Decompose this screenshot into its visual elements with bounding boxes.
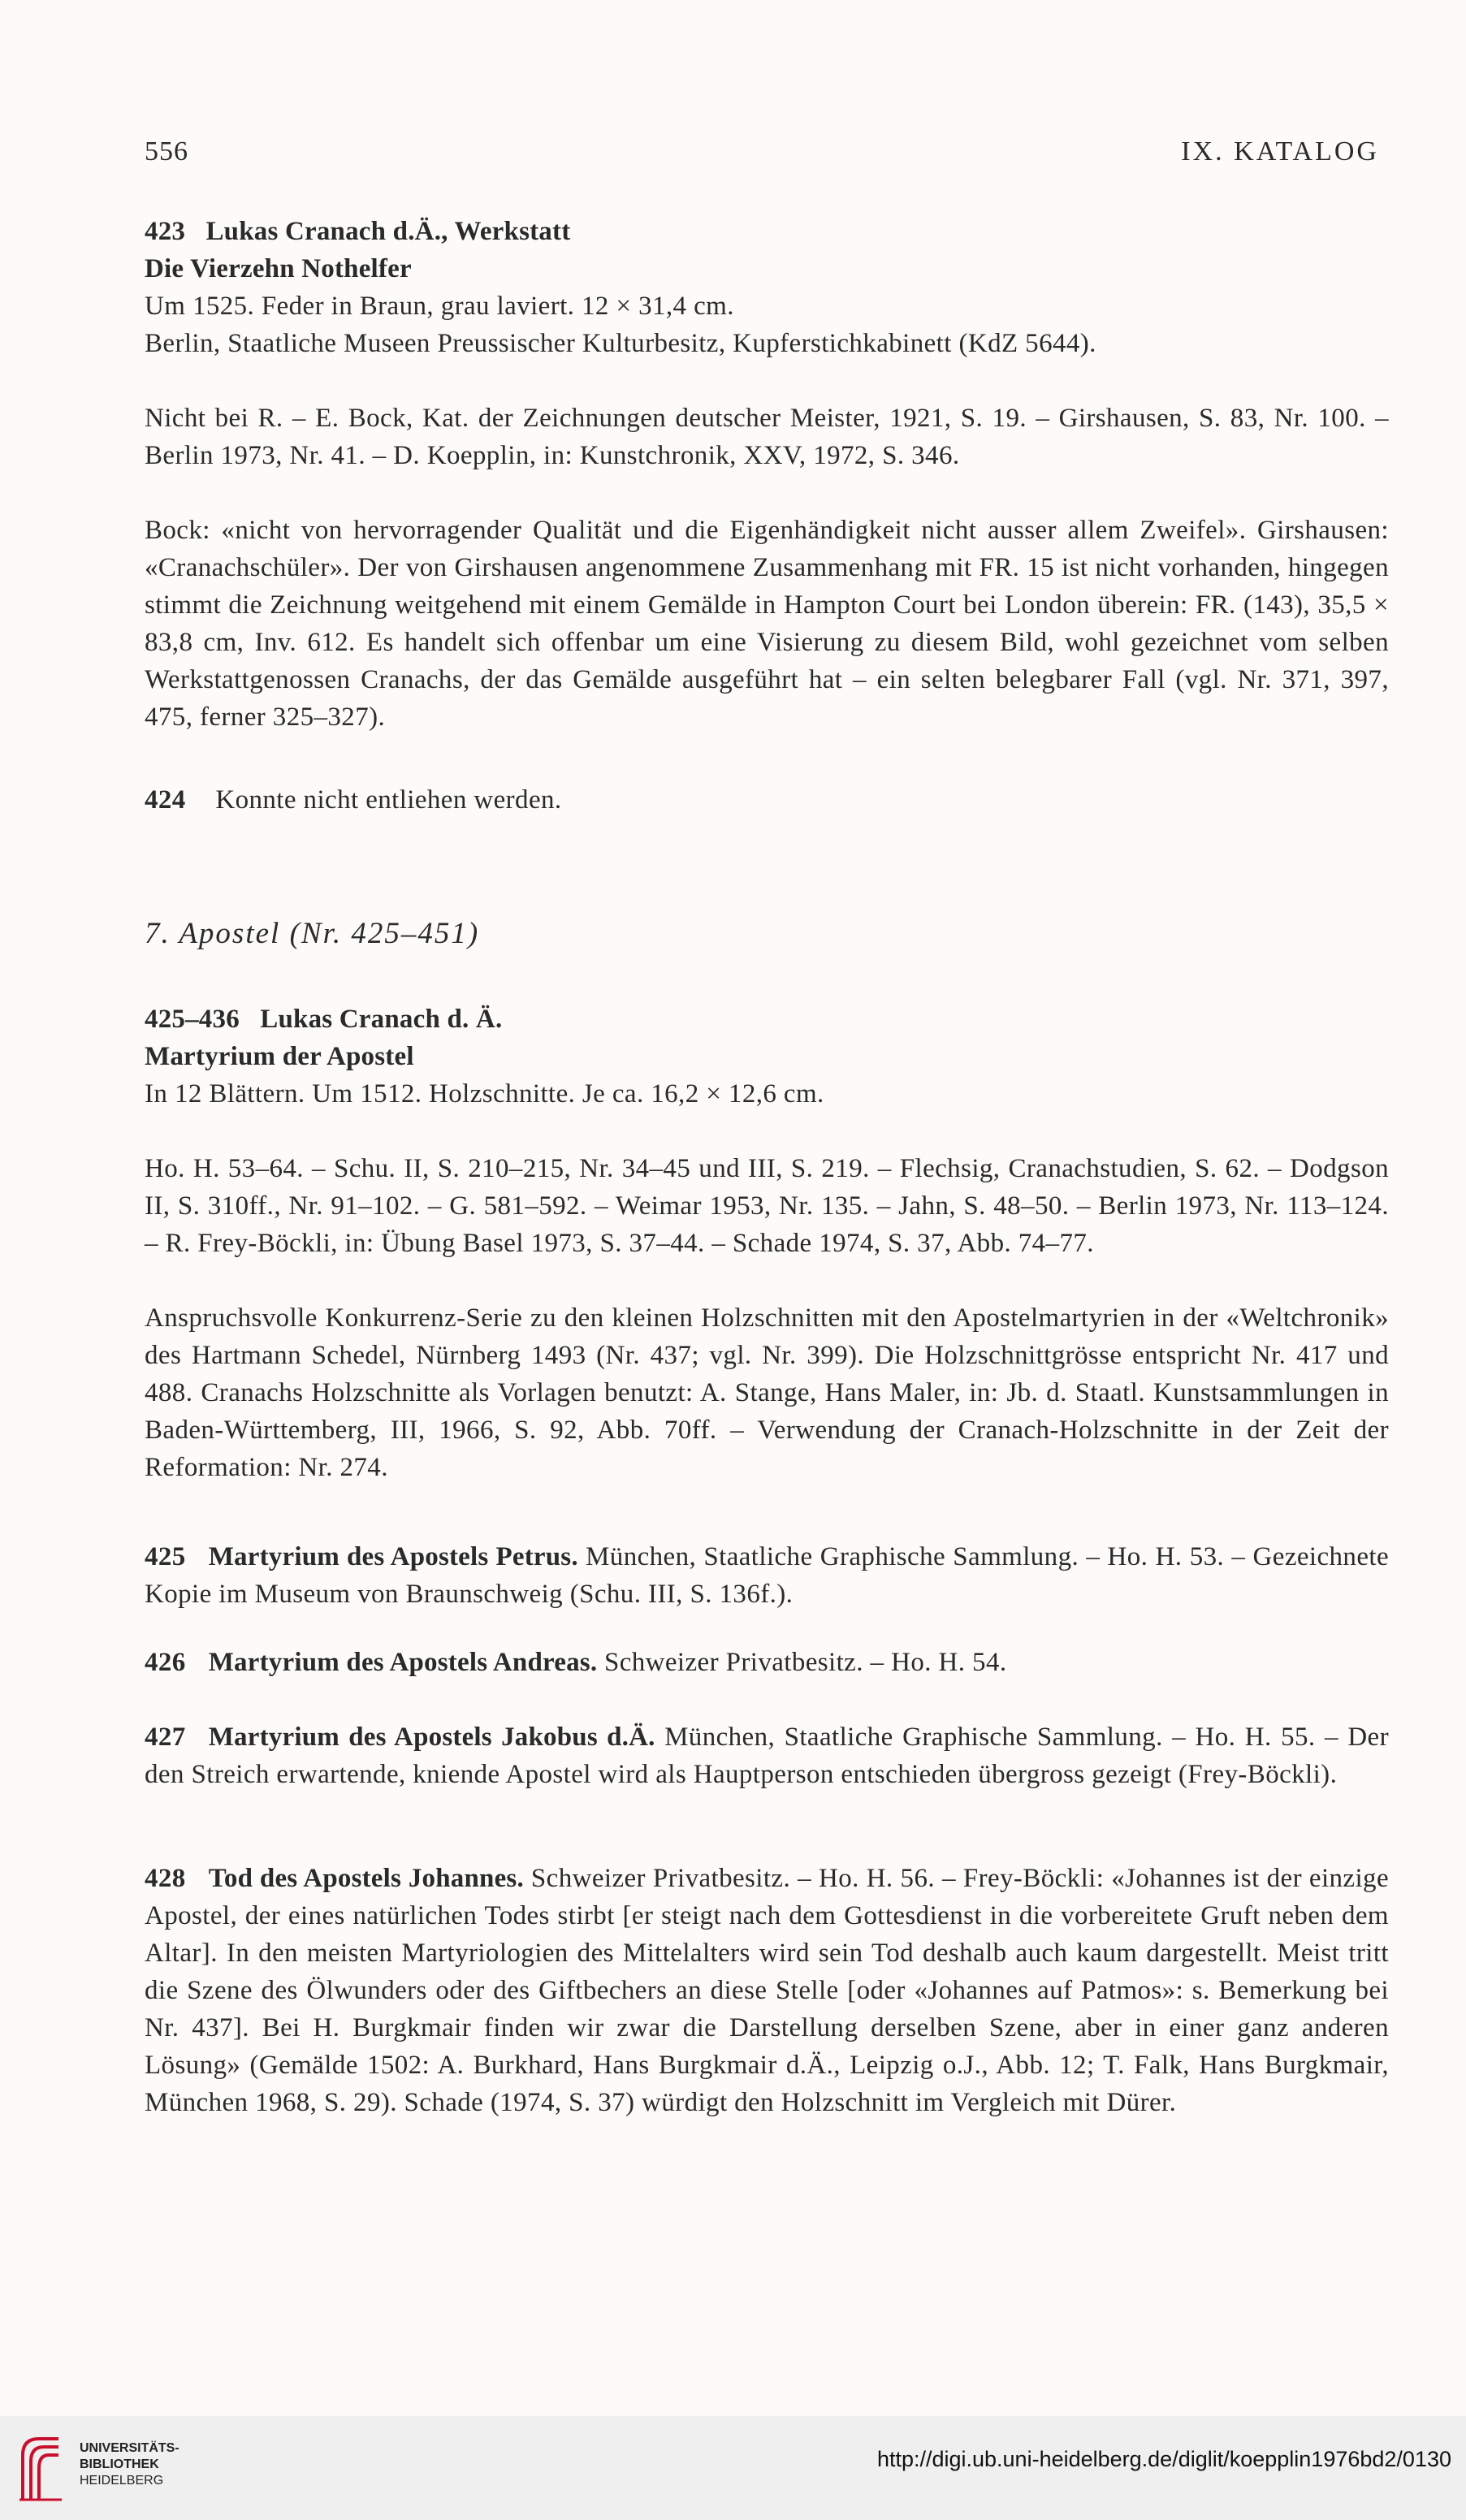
catalog-entry-424	[145, 781, 1389, 819]
entry-text: Schweizer Privatbesitz. – Ho. H. 54.	[603, 1648, 1007, 1677]
entry-title: Martyrium der Apostel	[145, 1042, 414, 1071]
entry-text: Konnte nicht entliehen werden.	[215, 785, 562, 815]
library-name-line: BIBLIOTHEK	[80, 2457, 159, 2471]
entry-technique: Um 1525. Feder in Braun, grau laviert. 12 × 31,4 cm.	[145, 292, 734, 321]
entry-commentary: Bock: «nicht von hervorragender Qualität und die Eigenhändigkeit nicht ausser allem Zweifel». Girshausen: «Cranachschüler». Der von Girshausen angenommene Zusammenhang mit FR. 15 ist nicht vorhanden, hingegen stimmt die Zeichnung weitgehend mit einem Gemälde in Hampton Court bei London überein: FR. (143), 35,5 × 83,8 cm, Inv. 612. Es handelt sich offenbar um eine Visierung zu diesem Bild, wohl gezeichnet vom selben Werkstattgenossen Cranachs, der das Gemälde ausgeführt hat – ein selten belegbarer Fall (vgl. Nr. 371, 397, 475, ferner 325–327).	[145, 516, 1389, 732]
library-name-line: UNIVERSITÄTS-	[80, 2441, 179, 2455]
entry-number: 425–436	[145, 1005, 240, 1034]
catalog-entry-425-436	[145, 1001, 1389, 1486]
entry-title: Die Vierzehn Nothelfer	[145, 254, 412, 283]
entry-number: 428	[145, 1864, 186, 1893]
entry-text: München, Staatliche Graphische Sammlung. – Ho. H. 55. – Der den Streich erwartende, kniende Apostel wird als Hauptperson entschieden übergross gezeigt (Frey-Böckli).	[145, 1723, 1389, 1789]
catalog-entry-426	[145, 1644, 1389, 1681]
page-header	[145, 136, 1379, 172]
entry-number: 425	[145, 1542, 186, 1571]
entry-heading	[145, 213, 1389, 250]
entry-literature: Nicht bei R. – E. Bock, Kat. der Zeichnungen deutscher Meister, 1921, S. 19. – Girshausen, S. 83, Nr. 100. – Berlin 1973, Nr. 41. – D. Koepplin, in: Kunstchronik, XXV, 1972, S. 346.	[145, 404, 1389, 470]
entry-commentary: Anspruchsvolle Konkurrenz-Serie zu den kleinen Holzschnitten mit den Apostelmartyrien in der «Weltchronik» des Hartmann Schedel, Nürnberg 1493 (Nr. 437; vgl. Nr. 399). Die Holzschnittgrösse entspricht Nr. 417 und 488. Cranachs Holzschnitte als Vorlagen benutzt: A. Stange, Hans Maler, in: Jb. d. Staatl. Kunstsammlungen in Baden-Württemberg, III, 1966, S. 92, Abb. 70ff. – Verwendung der Cranach-Holzschnitte in der Zeit der Reformation: Nr. 274.	[145, 1303, 1389, 1482]
catalog-entry-428	[145, 1860, 1389, 2121]
entry-technique: In 12 Blättern. Um 1512. Holzschnitte. Je ca. 16,2 × 12,6 cm.	[145, 1079, 824, 1109]
entry-title: Martyrium des Apostels Andreas.	[208, 1648, 598, 1677]
section-heading: 7. Apostel (Nr. 425–451)	[145, 917, 480, 950]
entry-number: 424	[145, 785, 186, 815]
entry-location: Berlin, Staatliche Museen Preussischer Kulturbesitz, Kupferstichkabinett (KdZ 5644).	[145, 329, 1096, 358]
entry-heading	[145, 1001, 1389, 1038]
digitization-footer	[0, 2416, 1466, 2520]
source-url-link[interactable]: http://digi.ub.uni-heidelberg.de/diglit/koepplin1976bd2/0130	[876, 2447, 1451, 2471]
running-section-title: IX. KATALOG	[1181, 136, 1379, 166]
entry-text: Schweizer Privatbesitz. – Ho. H. 56. – Frey-Böckli: «Johannes ist der einzige Apostel, der eines natürlichen Todes stirbt [er steigt nach dem Gottesdienst in die vorbereitete Gruft neben dem Altar]. In den meisten Martyriologien des Mittelalters wird sein Tod deshalb auch kaum dargestellt. Meist tritt die Szene des Ölwunders oder des Giftbechers an diese Stelle [oder «Johannes auf Patmos»: s. Bemerkung bei Nr. 437]. Bei H. Burgkmair finden wir zwar die Darstellung derselben Szene, aber in einer ganz anderen Lösung» (Gemälde 1502: A. Burkhard, Hans Burgkmair d.Ä., Leipzig o.J., Abb. 12; T. Falk, Hans Burgkmair, München 1968, S. 29). Schade (1974, S. 37) würdigt den Holzschnitt im Vergleich mit Dürer.	[145, 1864, 1389, 2117]
page-number: 556	[145, 136, 188, 166]
entry-title: Martyrium des Apostels Petrus.	[208, 1542, 578, 1571]
entry-artist: Lukas Cranach d. Ä.	[260, 1005, 503, 1034]
entry-artist: Lukas Cranach d.Ä., Werkstatt	[205, 217, 571, 246]
catalog-entry-427	[145, 1718, 1389, 1793]
library-logo-icon	[16, 2431, 65, 2504]
entry-number: 423	[145, 217, 186, 246]
catalog-entry-425	[145, 1538, 1389, 1613]
entry-number: 426	[145, 1648, 186, 1677]
entry-literature: Ho. H. 53–64. – Schu. II, S. 210–215, Nr. 34–45 und III, S. 219. – Flechsig, Cranachstudien, S. 62. – Dodgson II, S. 310ff., Nr. 91–102. – G. 581–592. – Weimar 1953, Nr. 135. – Jahn, S. 48–50. – Berlin 1973, Nr. 113–124. – R. Frey-Böckli, in: Übung Basel 1973, S. 37–44. – Schade 1974, S. 37, Abb. 74–77.	[145, 1154, 1389, 1258]
entry-text: München, Staatliche Graphische Sammlung. – Ho. H. 53. – Gezeichnete Kopie im Museum von Braunschweig (Schu. III, S. 136f.).	[145, 1542, 1389, 1609]
library-name-line: HEIDELBERG	[80, 2474, 164, 2488]
library-name	[80, 2440, 179, 2489]
entry-number: 427	[145, 1723, 186, 1752]
entry-title: Tod des Apostels Johannes.	[208, 1864, 524, 1893]
catalog-entry-423	[145, 213, 1389, 736]
entry-title: Martyrium des Apostels Jakobus d.Ä.	[208, 1723, 655, 1752]
